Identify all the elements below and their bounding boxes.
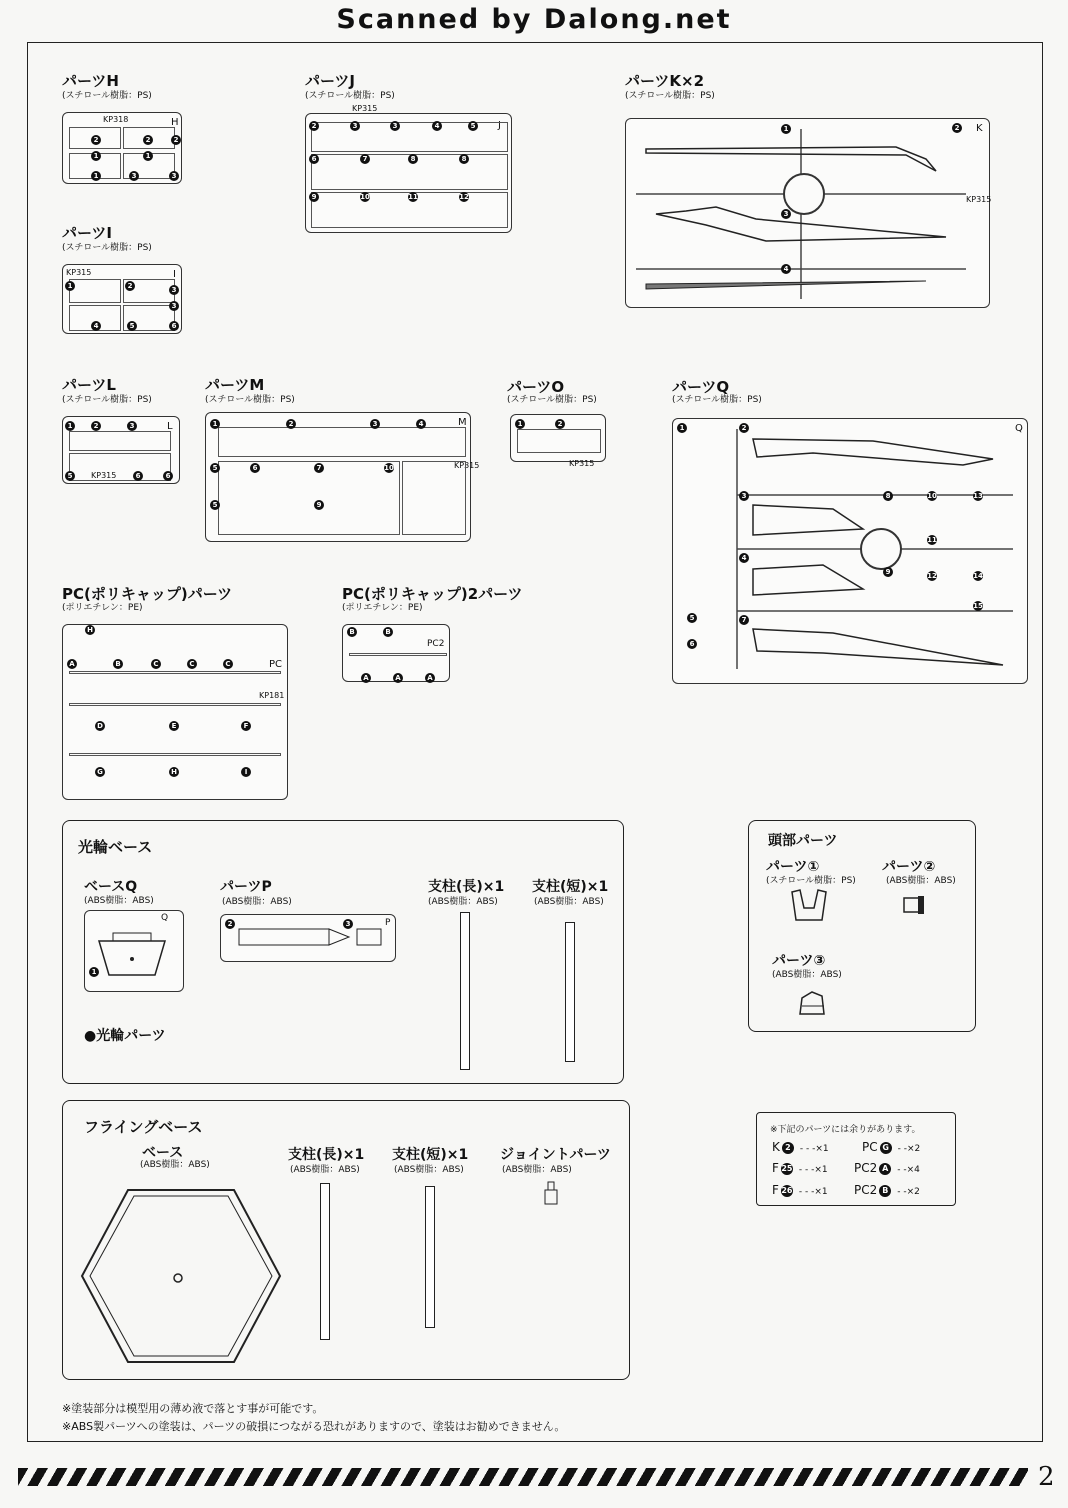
runner-pc-letter: PC bbox=[269, 659, 283, 670]
extras-row-3: F 26 - - -×1 bbox=[772, 1183, 828, 1197]
flying-pillar-short bbox=[425, 1186, 435, 1328]
gate-i-1: 1 bbox=[65, 281, 75, 291]
gate-i-3a: 3 bbox=[169, 285, 179, 295]
base-q-material: (ABS樹脂：ABS) bbox=[84, 896, 154, 906]
gate-pc-h-top: H bbox=[85, 625, 95, 635]
runner-l-letter: L bbox=[167, 421, 173, 432]
gate-h-1b: 1 bbox=[91, 171, 101, 181]
gate-pc-i: I bbox=[241, 767, 251, 777]
runner-m-letter: M bbox=[458, 417, 467, 428]
runner-h-letter: H bbox=[171, 117, 179, 128]
page-number: 2 bbox=[1038, 1462, 1055, 1492]
runner-j-code: KP315 bbox=[352, 104, 378, 113]
extras-row-1-right: PC G - -×2 bbox=[862, 1140, 921, 1154]
gate-j-8a: 8 bbox=[408, 154, 418, 164]
gate-pc-d: D bbox=[95, 721, 105, 731]
gate-q-14: 14 bbox=[973, 572, 983, 580]
head-part1-title: パーツ① bbox=[766, 859, 820, 875]
kourin-base-title: 光輪ベース bbox=[78, 838, 153, 856]
gate-m-5a: 5 bbox=[210, 463, 220, 473]
runner-k-code: KP315 bbox=[966, 195, 992, 204]
gate-l-2: 2 bbox=[91, 421, 101, 431]
extras-row-2: F 25 - - -×1 bbox=[772, 1161, 828, 1175]
runner-o-material: (スチロール樹脂：PS) bbox=[507, 395, 597, 405]
runner-k bbox=[625, 118, 990, 308]
gate-parts-p-3: 3 bbox=[343, 919, 353, 929]
gate-j-8b: 8 bbox=[459, 154, 469, 164]
runner-k-letter: K bbox=[976, 123, 983, 134]
gate-pc2-a2: A bbox=[393, 673, 403, 683]
gate-q-10: 10 bbox=[927, 492, 937, 500]
kourin-pillar-long-title: 支柱(長)×1 bbox=[428, 879, 505, 895]
joint-parts-title: ジョイントパーツ bbox=[500, 1147, 611, 1163]
runner-q-title: パーツQ bbox=[672, 378, 730, 396]
runner-i-title: パーツI bbox=[62, 224, 112, 242]
gate-j-11: 11 bbox=[408, 193, 418, 201]
head-part2-shape bbox=[900, 890, 930, 920]
gate-q-13: 13 bbox=[973, 492, 983, 500]
kourin-pillar-long bbox=[460, 912, 470, 1070]
gate-j-3b: 3 bbox=[390, 121, 400, 131]
flying-pillar-long-material: (ABS樹脂：ABS) bbox=[290, 1165, 360, 1175]
gate-m-6: 6 bbox=[250, 463, 260, 473]
flying-base-hexagon bbox=[78, 1184, 284, 1368]
head-parts-title: 頭部パーツ bbox=[768, 833, 838, 849]
gate-pc2-a3: A bbox=[425, 673, 435, 683]
base-q-title: ベースQ bbox=[84, 879, 138, 895]
gate-h-3a: 3 bbox=[129, 171, 139, 181]
gate-o-2: 2 bbox=[555, 419, 565, 429]
runner-h bbox=[62, 112, 182, 184]
base-q-runner bbox=[84, 910, 184, 992]
scan-header: Scanned by Dalong.net bbox=[336, 4, 732, 35]
head-parts-box bbox=[748, 820, 976, 1032]
runner-q-material: (スチロール樹脂：PS) bbox=[672, 395, 762, 405]
runner-k-blades bbox=[626, 119, 991, 309]
joint-parts-material: (ABS樹脂：ABS) bbox=[502, 1165, 572, 1175]
runner-pc2-material: (ポリエチレン：PE) bbox=[342, 603, 423, 613]
gate-l-1: 1 bbox=[65, 421, 75, 431]
gate-i-3b: 3 bbox=[169, 301, 179, 311]
runner-o bbox=[510, 414, 606, 468]
gate-pc-b: B bbox=[113, 659, 123, 669]
flying-base-title: フライングベース bbox=[84, 1118, 203, 1136]
gate-j-7: 7 bbox=[360, 154, 370, 164]
flying-base-base-title: ベース bbox=[142, 1145, 184, 1161]
head-part3-shape bbox=[796, 986, 828, 1018]
gate-o-1: 1 bbox=[515, 419, 525, 429]
gate-m-7: 7 bbox=[314, 463, 324, 473]
gate-k-2: 2 bbox=[952, 123, 962, 133]
runner-pc bbox=[62, 624, 288, 800]
runner-m-title: パーツM bbox=[205, 376, 265, 394]
runner-o-code: KP315 bbox=[569, 459, 595, 468]
gate-m-10: 10 bbox=[384, 464, 394, 472]
runner-i bbox=[62, 264, 182, 334]
gate-m-4: 4 bbox=[416, 419, 426, 429]
runner-pc-material: (ポリエチレン：PE) bbox=[62, 603, 143, 613]
parts-p-runner bbox=[220, 914, 396, 962]
runner-h-title: パーツH bbox=[62, 72, 119, 90]
extras-row-2-right: PC2 A - -×4 bbox=[854, 1161, 920, 1175]
gate-pc-c3: C bbox=[223, 659, 233, 669]
gate-j-5: 5 bbox=[468, 121, 478, 131]
gate-j-9: 9 bbox=[309, 192, 319, 202]
gate-j-2: 2 bbox=[309, 121, 319, 131]
runner-j-title: パーツJ bbox=[305, 72, 355, 90]
gate-pc-g: G bbox=[95, 767, 105, 777]
gate-q-4: 4 bbox=[739, 553, 749, 563]
gate-pc-h: H bbox=[169, 767, 179, 777]
gate-k-3: 3 bbox=[781, 209, 791, 219]
gate-q-3: 3 bbox=[739, 491, 749, 501]
runner-l-code: KP315 bbox=[91, 471, 117, 480]
gate-q-8: 8 bbox=[883, 491, 893, 501]
flying-base-base-material: (ABS樹脂：ABS) bbox=[140, 1160, 210, 1170]
gate-pc-c2: C bbox=[187, 659, 197, 669]
runner-o-title: パーツO bbox=[507, 378, 565, 396]
head-part1-shape bbox=[786, 884, 832, 930]
gate-m-3: 3 bbox=[370, 419, 380, 429]
runner-pc2-letter: PC2 bbox=[427, 639, 445, 649]
gate-l-3: 3 bbox=[127, 421, 137, 431]
gate-q-12: 12 bbox=[927, 572, 937, 580]
gate-h-2a: 2 bbox=[91, 135, 101, 145]
gate-k-4: 4 bbox=[781, 264, 791, 274]
parts-p-material: (ABS樹脂：ABS) bbox=[222, 897, 292, 907]
gate-q-9: 9 bbox=[883, 567, 893, 577]
runner-l bbox=[62, 416, 180, 484]
runner-m-material: (スチロール樹脂：PS) bbox=[205, 395, 295, 405]
gate-pc-f: F bbox=[241, 721, 251, 731]
gate-m-1: 1 bbox=[210, 419, 220, 429]
gate-pc2-a1: A bbox=[361, 673, 371, 683]
extras-heading: ※下記のパーツには余りがあります。 bbox=[770, 1125, 921, 1135]
kourin-parts-label: ●光輪パーツ bbox=[84, 1028, 166, 1044]
runner-i-code: KP315 bbox=[66, 268, 92, 277]
head-part2-title: パーツ② bbox=[882, 859, 936, 875]
gate-m-2: 2 bbox=[286, 419, 296, 429]
runner-q-blades bbox=[673, 419, 1029, 685]
kourin-pillar-short-material: (ABS樹脂：ABS) bbox=[534, 897, 604, 907]
kourin-pillar-short-title: 支柱(短)×1 bbox=[532, 879, 609, 895]
gate-h-2b: 2 bbox=[171, 135, 181, 145]
runner-pc2 bbox=[342, 624, 450, 682]
flying-pillar-short-title: 支柱(短)×1 bbox=[392, 1147, 469, 1163]
gate-h-3b: 3 bbox=[169, 171, 179, 181]
gate-m-9: 9 bbox=[314, 500, 324, 510]
gate-j-3a: 3 bbox=[350, 121, 360, 131]
gate-j-6: 6 bbox=[309, 154, 319, 164]
gate-i-5: 5 bbox=[127, 321, 137, 331]
gate-l-5: 5 bbox=[65, 471, 75, 481]
flying-pillar-short-material: (ABS樹脂：ABS) bbox=[394, 1165, 464, 1175]
runner-j-material: (スチロール樹脂：PS) bbox=[305, 91, 395, 101]
runner-l-material: (スチロール樹脂：PS) bbox=[62, 395, 152, 405]
gate-l-6b: 6 bbox=[163, 471, 173, 481]
gate-parts-p-2: 2 bbox=[225, 919, 235, 929]
runner-i-letter: I bbox=[173, 269, 176, 280]
extras-row-3-right: PC2 B - -×2 bbox=[854, 1183, 920, 1197]
gate-pc-c1: C bbox=[151, 659, 161, 669]
runner-m bbox=[205, 412, 480, 542]
extras-row-1: K 2 - - -×1 bbox=[772, 1140, 829, 1154]
head-part3-material: (ABS樹脂：ABS) bbox=[772, 970, 842, 980]
head-part1-material: (スチロール樹脂：PS) bbox=[766, 876, 856, 886]
runner-q bbox=[672, 418, 1028, 684]
flying-pillar-long bbox=[320, 1183, 330, 1340]
parts-p-title: パーツP bbox=[220, 879, 272, 895]
runner-k-title: パーツK×2 bbox=[625, 72, 705, 90]
joint-part-shape bbox=[542, 1180, 560, 1206]
head-part2-material: (ABS樹脂：ABS) bbox=[886, 876, 956, 886]
flying-pillar-long-title: 支柱(長)×1 bbox=[288, 1147, 365, 1163]
gate-j-12: 12 bbox=[459, 193, 469, 201]
gate-h-1c: 1 bbox=[143, 151, 153, 161]
gate-k-1: 1 bbox=[781, 124, 791, 134]
kourin-pillar-long-material: (ABS樹脂：ABS) bbox=[428, 897, 498, 907]
base-q-letter: Q bbox=[161, 913, 169, 923]
runner-j bbox=[305, 104, 512, 233]
gate-q-5: 5 bbox=[687, 613, 697, 623]
runner-i-material: (スチロール樹脂：PS) bbox=[62, 243, 152, 253]
gate-i-6: 6 bbox=[169, 321, 179, 331]
note-2: ※ABS製パーツへの塗装は、パーツの破損につながる恐れがありますので、塗装はお勧めできません。 bbox=[62, 1420, 566, 1433]
runner-pc-code: KP181 bbox=[259, 691, 285, 700]
gate-h-2c: 2 bbox=[143, 135, 153, 145]
gate-q-6: 6 bbox=[687, 639, 697, 649]
runner-l-title: パーツL bbox=[62, 376, 116, 394]
gate-j-4: 4 bbox=[432, 121, 442, 131]
gate-q-15: 15 bbox=[973, 602, 983, 610]
gate-i-2: 2 bbox=[125, 281, 135, 291]
gate-q-11: 11 bbox=[927, 536, 937, 544]
footer-stripe bbox=[18, 1468, 1028, 1486]
runner-k-material: (スチロール樹脂：PS) bbox=[625, 91, 715, 101]
runner-j-letter: J bbox=[498, 120, 501, 131]
runner-pc-title: PC(ポリキャップ)パーツ bbox=[62, 585, 233, 603]
runner-q-letter: Q bbox=[1015, 423, 1023, 434]
runner-pc2-title: PC(ポリキャップ)2パーツ bbox=[342, 585, 523, 603]
gate-j-10: 10 bbox=[360, 193, 370, 201]
head-part3-title: パーツ③ bbox=[772, 953, 826, 969]
gate-pc-a: A bbox=[67, 659, 77, 669]
gate-i-4: 4 bbox=[91, 321, 101, 331]
gate-q-2: 2 bbox=[739, 423, 749, 433]
runner-h-material: (スチロール樹脂：PS) bbox=[62, 91, 152, 101]
gate-m-5b: 5 bbox=[210, 500, 220, 510]
parts-p-letter: P bbox=[385, 918, 391, 928]
gate-h-1a: 1 bbox=[91, 151, 101, 161]
gate-pc2-b2: B bbox=[383, 627, 393, 637]
kourin-pillar-short bbox=[565, 922, 575, 1062]
gate-l-6a: 6 bbox=[133, 471, 143, 481]
gate-pc2-b1: B bbox=[347, 627, 357, 637]
runner-m-code: KP315 bbox=[454, 461, 480, 470]
gate-q-1: 1 bbox=[677, 423, 687, 433]
runner-h-code: KP318 bbox=[103, 115, 129, 124]
gate-pc-e: E bbox=[169, 721, 179, 731]
note-1: ※塗装部分は模型用の薄め液で落とす事が可能です。 bbox=[62, 1402, 324, 1415]
gate-base-q-1: 1 bbox=[89, 967, 99, 977]
gate-q-7: 7 bbox=[739, 615, 749, 625]
